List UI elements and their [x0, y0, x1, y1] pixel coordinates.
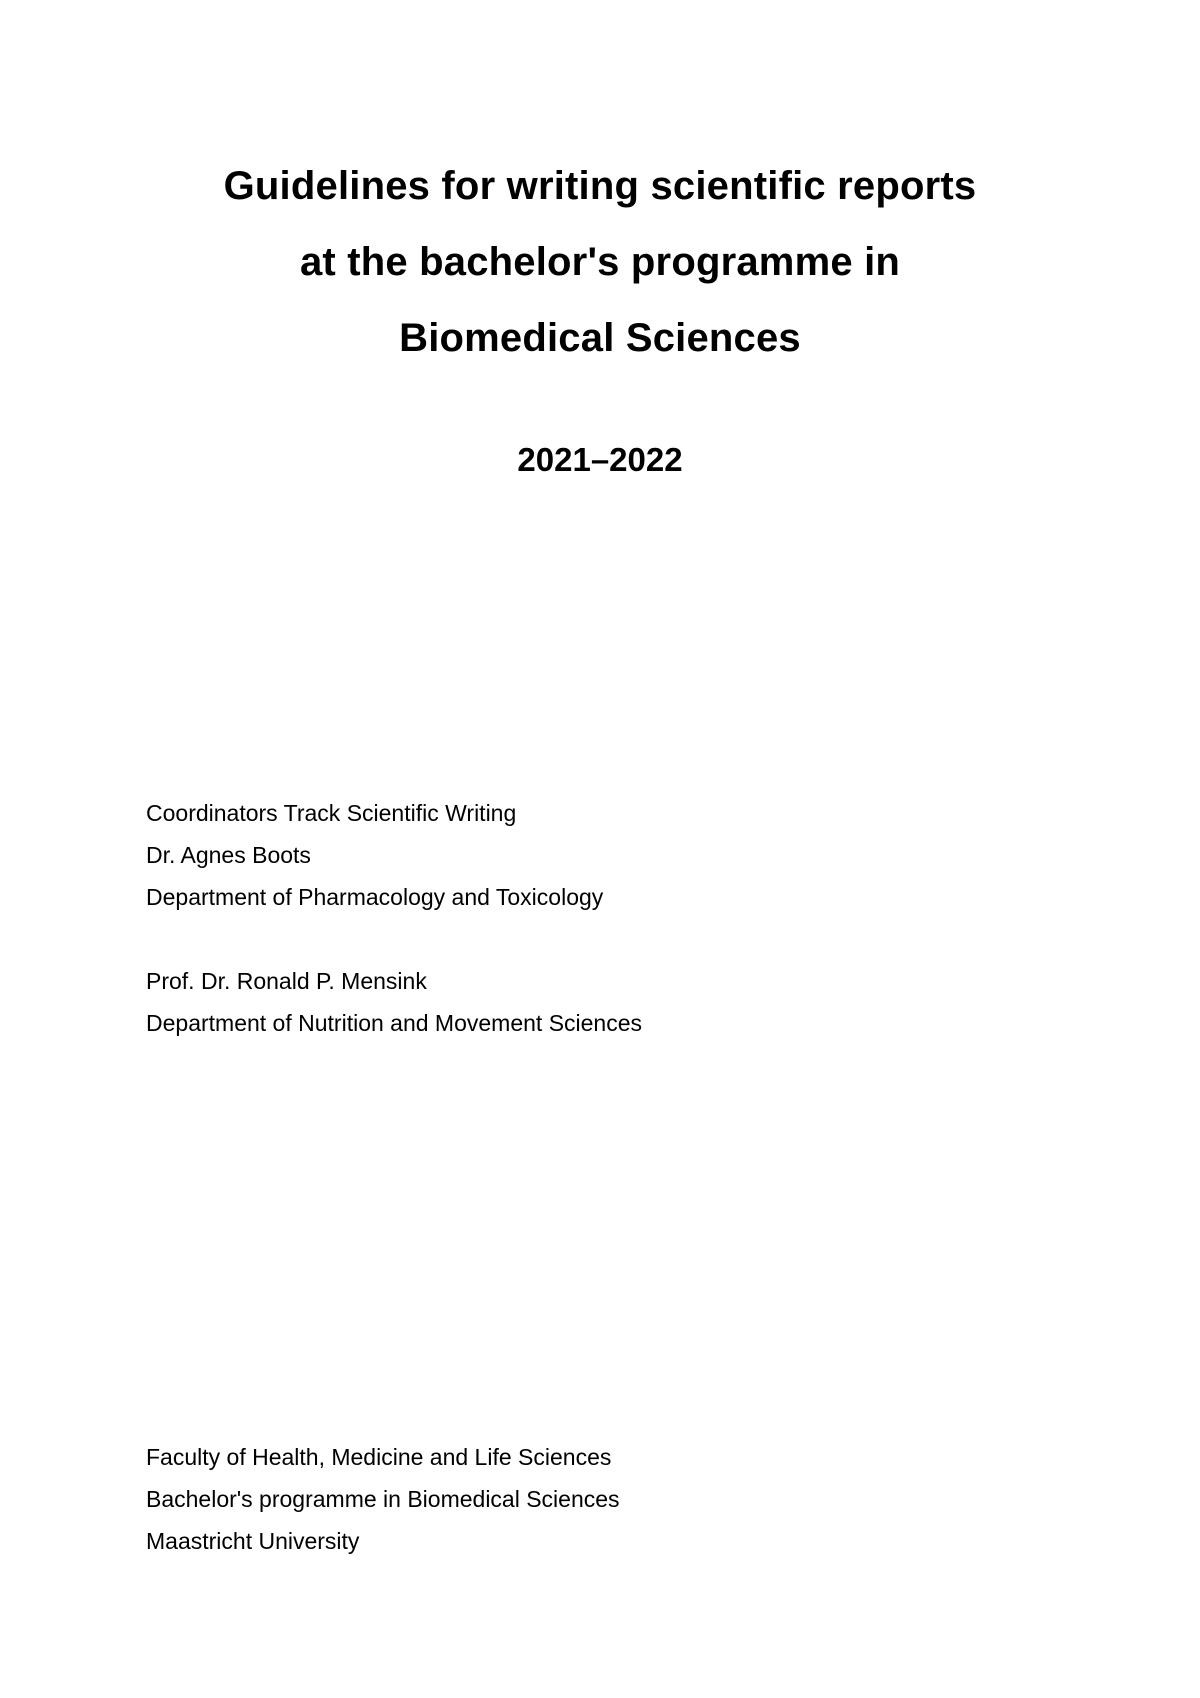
university-name: Maastricht University: [146, 1528, 360, 1554]
coordinators-section: [146, 792, 603, 918]
title-line-3: Biomedical Sciences: [399, 316, 801, 360]
title-line-1: Guidelines for writing scientific reports: [223, 164, 977, 208]
academic-year: 2021–2022: [517, 441, 683, 478]
coordinator-name: Dr. Agnes Boots: [146, 842, 311, 868]
faculty-name: Faculty of Health, Medicine and Life Sciences: [146, 1444, 612, 1470]
title-line-2: at the bachelor's programme in: [299, 240, 901, 284]
programme-name: Bachelor's programme in Biomedical Sciences: [146, 1486, 620, 1512]
coordinator-second: [146, 960, 642, 1044]
coordinator-name: Prof. Dr. Ronald P. Mensink: [146, 968, 427, 994]
coordinator-department: Department of Pharmacology and Toxicology: [146, 884, 604, 910]
coordinators-heading: Coordinators Track Scientific Writing: [146, 800, 517, 826]
institution-section: [146, 1436, 620, 1562]
document-title: [0, 148, 1200, 376]
coordinator-department: Department of Nutrition and Movement Sciences: [146, 1010, 643, 1036]
